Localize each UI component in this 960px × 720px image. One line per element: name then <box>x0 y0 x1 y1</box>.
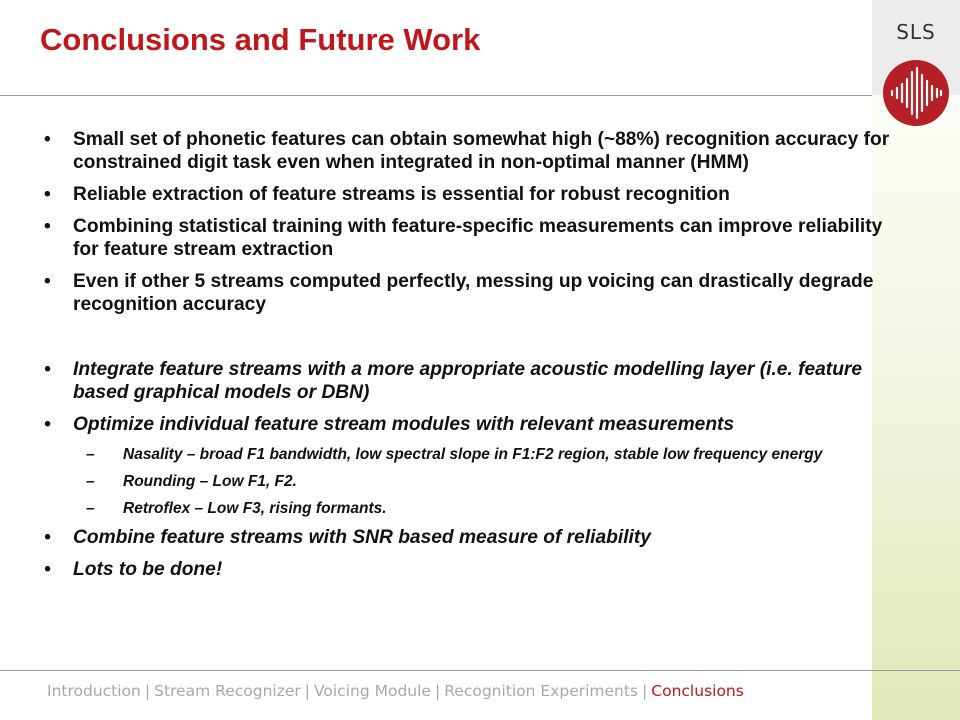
bullet-glyph: • <box>44 414 51 435</box>
section-gap <box>44 325 899 358</box>
nav-item-recognition-experiments[interactable]: Recognition Experiments <box>444 682 639 700</box>
sub-bullet-text: Retroflex – Low F3, rising formants. <box>123 500 387 517</box>
sub-bullet-text: Rounding – Low F1, F2. <box>123 473 297 490</box>
bullet-glyph: • <box>44 129 51 150</box>
nav-separator: | <box>434 682 441 700</box>
bullet-text: Small set of phonetic features can obtain somewhat high (~88%) recognition accuracy for constrained digit task even when integrated in non-optimal manner (HMM) <box>73 129 890 173</box>
bullet-glyph: • <box>44 359 51 380</box>
bullet-glyph: • <box>44 271 51 292</box>
bullet-text: Reliable extraction of feature streams is essential for robust recognition <box>73 184 730 205</box>
sub-bullet-item <box>86 472 899 491</box>
bullet-text: Integrate feature streams with a more appropriate acoustic modelling layer (i.e. feature based graphical models or DBN) <box>73 359 863 403</box>
dash-glyph: – <box>86 473 95 490</box>
slide-body <box>44 128 899 590</box>
bullet-item <box>44 183 899 206</box>
bullet-text: Combine feature streams with SNR based measure of reliability <box>73 527 651 548</box>
sub-bullet-item <box>86 445 899 464</box>
bullet-text: Even if other 5 streams computed perfectly, messing up voicing can drastically degrade recognition accuracy <box>73 271 874 315</box>
nav-separator: | <box>304 682 310 700</box>
nav-item-stream-recognizer[interactable]: Stream Recognizer <box>154 682 301 700</box>
footer-divider <box>0 670 960 671</box>
slide-title: Conclusions and Future Work <box>40 22 481 57</box>
logo-text: SLS <box>896 20 936 44</box>
dash-glyph: – <box>86 500 95 517</box>
nav-item-conclusions-active[interactable]: Conclusions <box>651 682 744 700</box>
sound-wave-logo-icon <box>883 60 949 126</box>
bullet-item <box>44 215 899 261</box>
dash-glyph: – <box>86 446 95 463</box>
bullet-text: Lots to be done! <box>73 559 223 580</box>
nav-separator: | <box>144 682 151 700</box>
future-bullet-item <box>44 358 899 404</box>
section-nav-footer <box>47 682 744 700</box>
sub-bullet-item <box>86 499 899 518</box>
nav-item-voicing-module[interactable]: Voicing Module <box>313 682 431 700</box>
nav-item-introduction[interactable]: Introduction <box>47 682 141 700</box>
future-bullet-item <box>44 558 899 581</box>
sub-bullet-text: Nasality – broad F1 bandwidth, low spectral slope in F1:F2 region, stable low frequency energy <box>123 446 823 463</box>
future-bullet-item <box>44 413 899 436</box>
nav-separator: | <box>642 682 648 700</box>
bullet-text: Combining statistical training with feature-specific measurements can improve reliability for feature stream extraction <box>73 216 883 260</box>
bullet-glyph: • <box>44 184 51 205</box>
bullet-item <box>44 270 899 316</box>
bullet-text: Optimize individual feature stream modules with relevant measurements <box>73 414 735 435</box>
bullet-glyph: • <box>44 559 51 580</box>
bullet-item <box>44 128 899 174</box>
bullet-glyph: • <box>44 527 51 548</box>
title-divider <box>0 95 872 96</box>
future-bullet-item <box>44 526 899 549</box>
bullet-glyph: • <box>44 216 51 237</box>
